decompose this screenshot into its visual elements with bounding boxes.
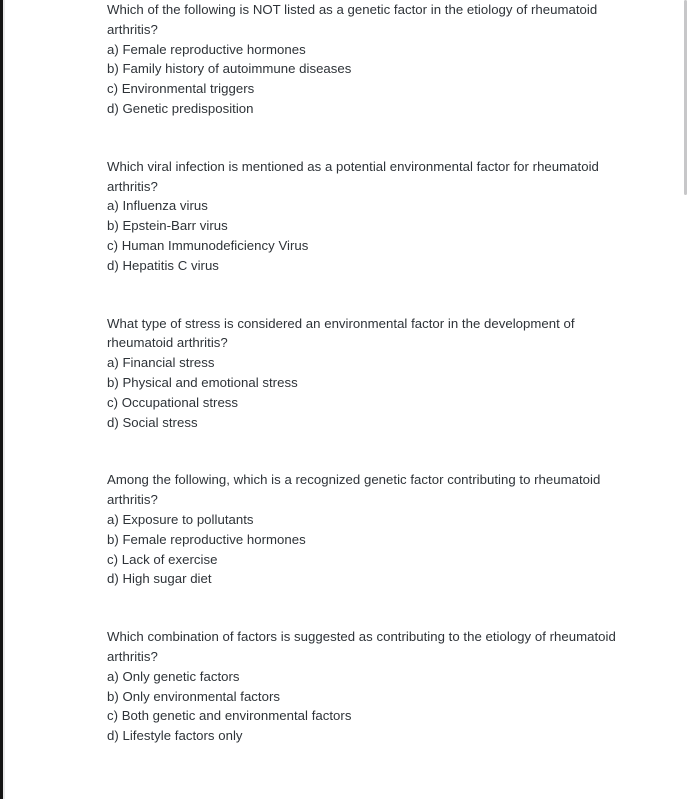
answer-option[interactable]: b) Female reproductive hormones xyxy=(107,531,306,547)
question-block xyxy=(107,470,627,589)
question-block xyxy=(107,157,627,276)
answer-option[interactable]: d) Hepatitis C virus xyxy=(107,257,219,273)
answer-option[interactable]: c) Environmental triggers xyxy=(107,81,255,97)
answer-option[interactable]: d) High sugar diet xyxy=(107,571,212,587)
answer-option-list xyxy=(107,40,627,119)
answer-option[interactable]: a) Female reproductive hormones xyxy=(107,41,306,57)
answer-option[interactable]: b) Family history of autoimmune diseases xyxy=(107,61,352,77)
quiz-document xyxy=(107,0,627,746)
answer-option[interactable]: a) Influenza virus xyxy=(107,198,208,214)
answer-option[interactable]: c) Occupational stress xyxy=(107,394,239,410)
answer-option[interactable]: c) Lack of exercise xyxy=(107,551,218,567)
question-stem: Which viral infection is mentioned as a potential environmental factor for rheumatoid arthritis? xyxy=(107,158,603,194)
answer-option[interactable]: d) Social stress xyxy=(107,414,198,430)
answer-option[interactable]: c) Human Immunodeficiency Virus xyxy=(107,237,309,253)
question-stem: Which of the following is NOT listed as a genetic factor in the etiology of rheumatoid arthritis? xyxy=(107,2,601,37)
answer-option-list xyxy=(107,353,627,432)
answer-option[interactable]: b) Epstein-Barr virus xyxy=(107,218,228,234)
vertical-scrollbar-track[interactable] xyxy=(681,0,691,799)
question-block xyxy=(107,314,627,433)
left-edge-divider xyxy=(3,0,5,799)
answer-option[interactable]: b) Physical and emotional stress xyxy=(107,374,298,390)
question-stem: Which combination of factors is suggested as contributing to the etiology of rheumatoid arthritis? xyxy=(107,629,620,664)
answer-option[interactable]: c) Both genetic and environmental factors xyxy=(107,708,352,724)
question-block xyxy=(107,627,627,746)
vertical-scrollbar-thumb[interactable] xyxy=(684,0,687,195)
answer-option[interactable]: a) Only genetic factors xyxy=(107,668,240,684)
answer-option[interactable]: d) Genetic predisposition xyxy=(107,100,254,116)
answer-option[interactable]: d) Lifestyle factors only xyxy=(107,728,243,744)
answer-option[interactable]: a) Exposure to pollutants xyxy=(107,511,254,527)
question-stem: What type of stress is considered an environmental factor in the development of rheumatoid arthritis? xyxy=(107,315,579,351)
answer-option-list xyxy=(107,667,627,746)
question-block xyxy=(107,0,627,119)
answer-option[interactable]: b) Only environmental factors xyxy=(107,688,281,704)
answer-option[interactable]: a) Financial stress xyxy=(107,355,215,371)
question-stem: Among the following, which is a recognized genetic factor contributing to rheumatoid arthritis? xyxy=(107,472,605,508)
answer-option-list xyxy=(107,196,627,275)
answer-option-list xyxy=(107,510,627,589)
